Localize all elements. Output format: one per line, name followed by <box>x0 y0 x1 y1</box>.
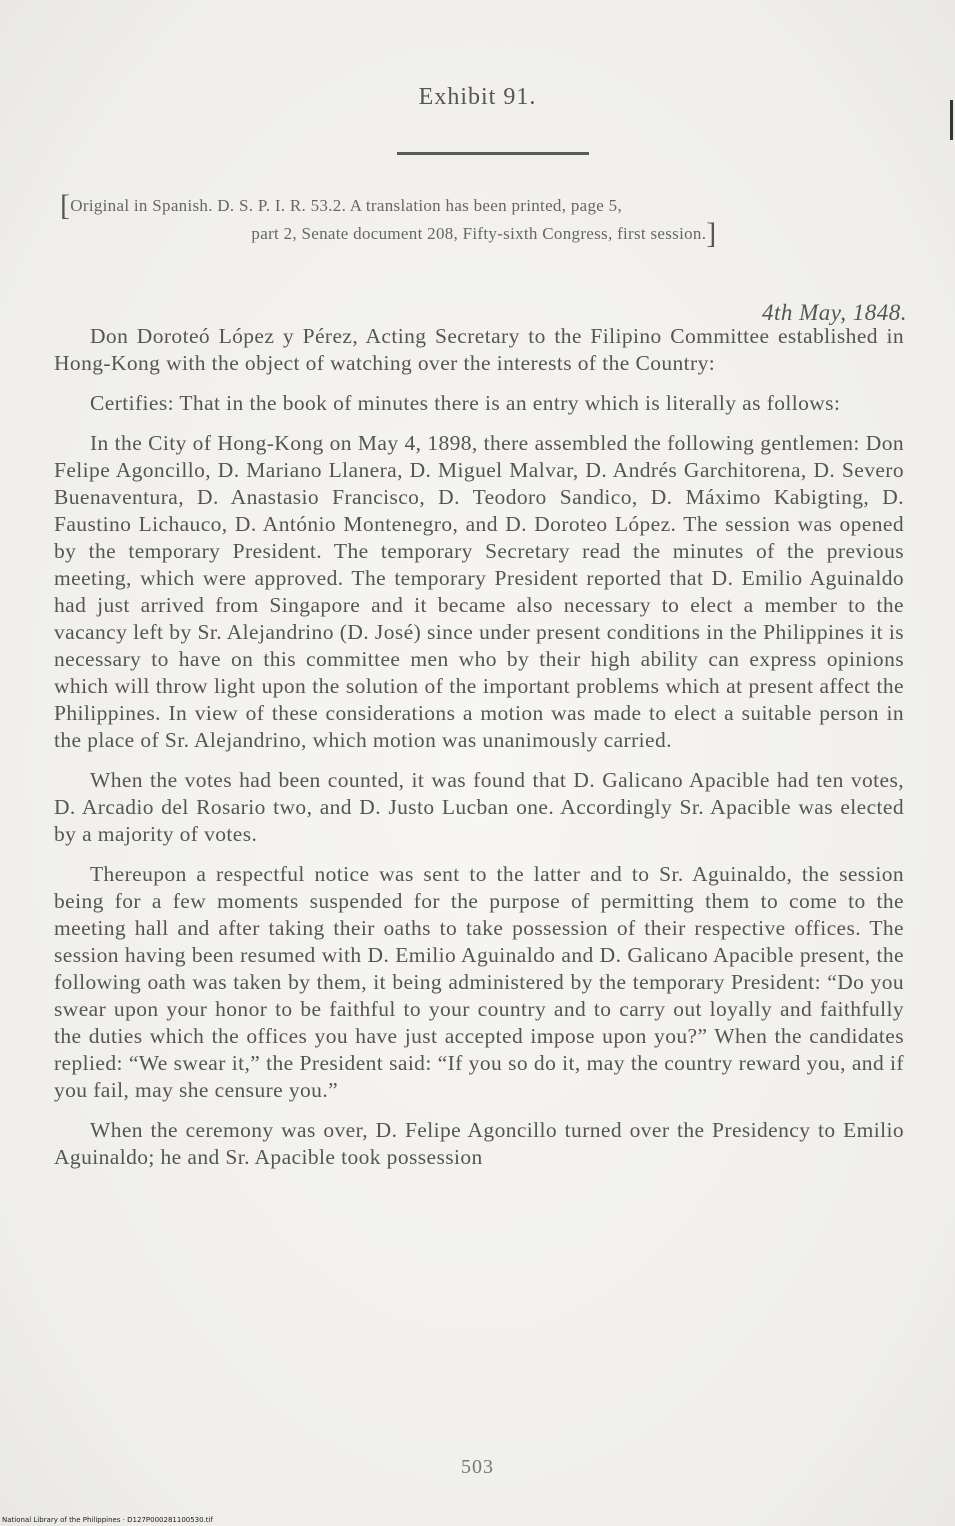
note-line-2-wrap <box>60 217 908 250</box>
paragraph: When the ceremony was over, D. Felipe Agoncillo turned over the Presidency to Emilio Aguinaldo; he and Sr. Apacible took possession <box>54 1118 904 1169</box>
note-line-1: Original in Spanish. D. S. P. I. R. 53.2. A translation has been printed, page 5, <box>70 196 623 215</box>
note-close-bracket: ] <box>706 217 717 250</box>
exhibit-title: Exhibit 91. <box>418 84 537 110</box>
title-rule <box>397 152 589 155</box>
document-body <box>54 323 904 1184</box>
paragraph: In the City of Hong-Kong on May 4, 1898, there assembled the following gentlemen: Don Felipe Agoncillo, D. Mariano Llanera, D. Miguel Malvar, D. Andrés Garchitorena, D. Severo Buenaventura, D. Anastasio Francisco, D. Teodoro Sandico, D. Máximo Kabigting, D. Faustino Lichauco, D. António Montenegro, and D. Doroteo López. The session was opened by the temporary President. The temporary Secretary read the minutes of the previous meeting, which were approved. The temporary President reported that D. Emilio Aguinaldo had just arrived from Singapore and it became also necessary to elect a member to the vacancy left by Sr. Alejandrino (D. José) since under present conditions in the Philippines it is necessary to have on this committee men who by their high ability can express opinions which will throw light upon the solution of the important problems which at present affect the Philippines. In view of these considerations a motion was made to elect a suitable person in the place of Sr. Alejandrino, which motion was unanimously carried. <box>54 431 904 752</box>
note-open-bracket: [ <box>60 189 71 222</box>
source-note <box>60 189 908 250</box>
paragraph: Certifies: That in the book of minutes there is an entry which is literally as follows: <box>90 391 841 415</box>
paragraph: Thereupon a respectful notice was sent to the latter and to Sr. Aguinaldo, the session being for a few moments suspended for the purpose of permitting them to come to the meeting hall and after taking their oaths to take possession of their respective offices. The session having been resumed with D. Emilio Aguinaldo and D. Galicano Apacible present, the following oath was taken by them, it being administered by the temporary President: “Do you swear upon your honor to be faithful to your country and to carry out loyally and faithfully the duties which the offices you have just accepted impose upon you?” When the candidates replied: “We swear it,” the President said: “If you so do it, may the country reward you, and if you fail, may she censure you.” <box>54 862 904 1102</box>
note-line-2: part 2, Senate document 208, Fifty-sixth Congress, first session. <box>251 224 707 243</box>
date-line: 4th May, 1848. <box>762 300 907 325</box>
paragraph: Don Doroteó López y Pérez, Acting Secretary to the Filipino Committee established in Hong-Kong with the object of watching over the interests of the Country: <box>54 324 904 375</box>
page-number: 503 <box>461 1456 494 1478</box>
scan-footer: National Library of the Philippines · D127P000281100530.tif <box>2 1516 213 1524</box>
paragraph: When the votes had been counted, it was found that D. Galicano Apacible had ten votes, D. Arcadio del Rosario two, and D. Justo Lucban one. Accordingly Sr. Apacible was elected by a majority of votes. <box>54 768 904 846</box>
